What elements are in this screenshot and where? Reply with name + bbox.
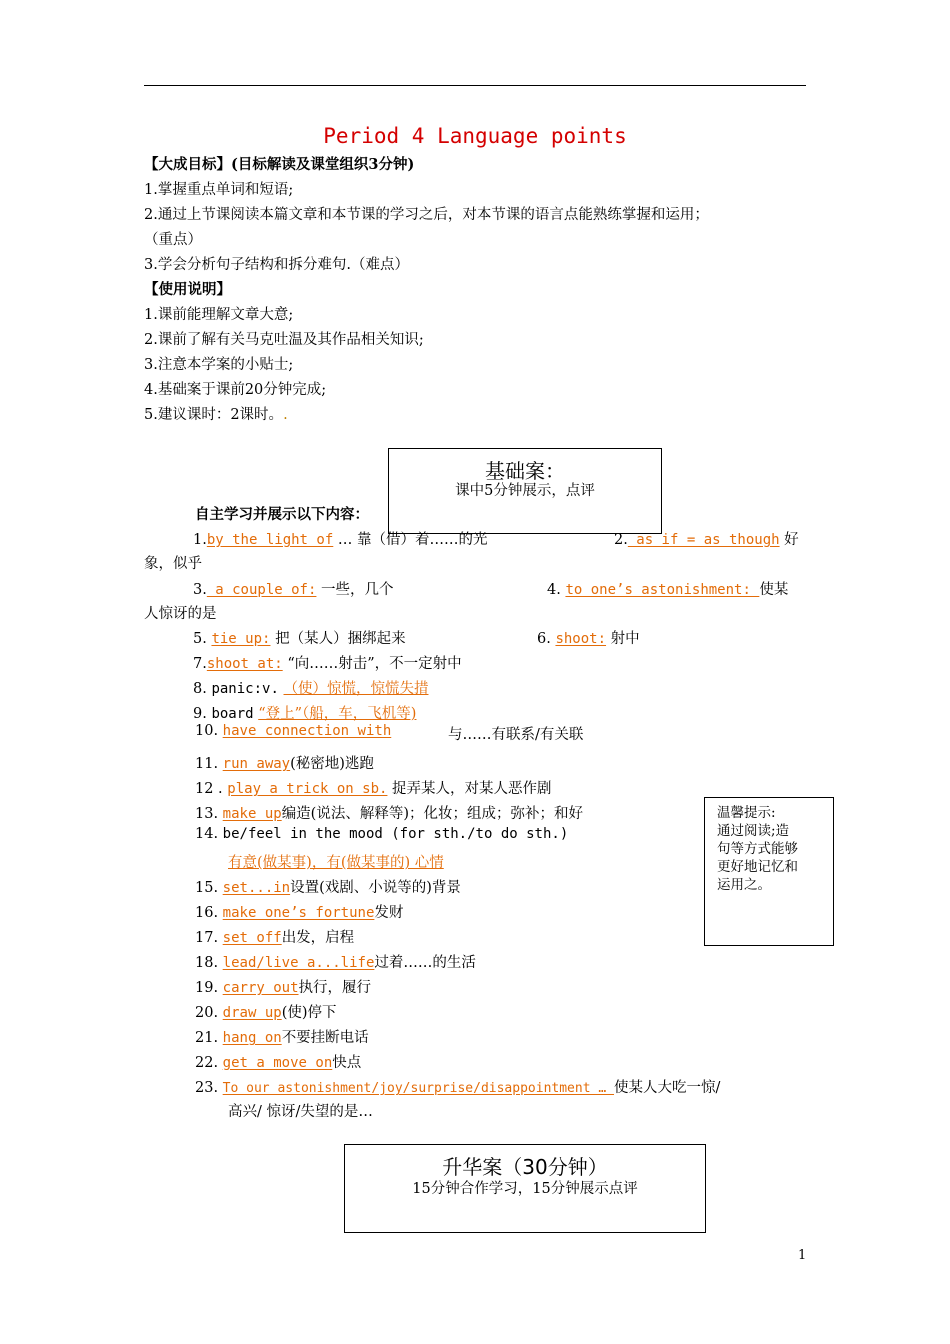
vocab-item-20: 20. draw up(使)停下 [195, 1005, 337, 1021]
goals-heading: 【大成目标】(目标解读及课堂组织3分钟) [144, 156, 415, 173]
vocab-item-11: 11. run away(秘密地)逃跑 [195, 756, 374, 772]
usage-item: 5.建议课时：2课时。. [144, 407, 288, 423]
tip-box [704, 797, 834, 946]
advanced-section-title: 升华案（30分钟） [442, 1155, 608, 1179]
vocab-item-19: 19. carry out执行，履行 [195, 980, 372, 996]
vocab-item-15: 15. set...in设置(戏剧、小说等的)背景 [195, 880, 461, 896]
vocab-item-21: 21. hang on不要挂断电话 [195, 1030, 369, 1046]
tip-line: 更好地记忆和 [717, 859, 798, 875]
tip-line: 温馨提示: [717, 805, 776, 821]
usage-item: 4.基础案于课前20分钟完成; [144, 382, 327, 398]
header-rule [144, 85, 806, 86]
vocab-item-1: 1.by the light of … 靠（借）着……的光 [193, 532, 488, 548]
vocab-item-4-cont: 人惊讶的是 [144, 606, 217, 622]
usage-item: 2.课前了解有关马克吐温及其作品相关知识; [144, 332, 424, 348]
self-study-heading: 自主学习并展示以下内容： [195, 506, 369, 523]
vocab-item-6: 6. shoot: 射中 [537, 631, 640, 647]
vocab-item-22: 22. get a move on快点 [195, 1055, 362, 1071]
tip-line: 句等方式能够 [717, 841, 798, 857]
vocab-item-7: 7.shoot at: “向……射击”，不一定射中 [193, 656, 462, 672]
vocab-item-14: 14. be/feel in the mood (for sth./to do sth.) [195, 826, 569, 842]
vocab-item-14-answer: 有意(做某事)，有(做某事的) 心情 [228, 855, 444, 871]
vocab-item-13: 13. make up编造(说法、解释等)；化妆；组成；弥补；和好 [195, 806, 583, 822]
vocab-item-9: 9. board “登上”（船，车，飞机等) [193, 706, 417, 722]
usage-item: 1.课前能理解文章大意; [144, 307, 294, 323]
vocab-item-4: 4. to one’s astonishment: 使某 [547, 582, 789, 598]
vocab-item-2: 2. as if = as though 好 [614, 532, 799, 548]
vocab-item-18: 18. lead/live a...life过着……的生活 [195, 955, 476, 971]
tip-line: 通过阅读;造 [717, 823, 790, 839]
basic-section-title: 基础案： [485, 459, 565, 483]
vocab-item-8: 8. panic:v. （使）惊慌，惊慌失措 [193, 681, 429, 697]
vocab-item-17: 17. set off出发，启程 [195, 930, 355, 946]
goal-item: （重点） [144, 232, 202, 248]
goal-item: 1.掌握重点单词和短语; [144, 182, 294, 198]
vocab-item-10-meaning: 与……有联系/有关联 [448, 727, 584, 743]
goal-item: 3.学会分析句子结构和拆分难句.（难点） [144, 257, 409, 273]
page-number: 1 [798, 1248, 807, 1263]
vocab-item-16: 16. make one’s fortune发财 [195, 905, 404, 921]
vocab-item-23: 23. To our astonishment/joy/surprise/disappointment … 使某人大吃一惊/ [195, 1080, 721, 1096]
page-title: Period 4 Language points [323, 124, 627, 148]
vocab-item-10: 10. have connection with [195, 723, 392, 739]
advanced-section-subtitle: 15分钟合作学习，15分钟展示点评 [412, 1181, 638, 1197]
basic-section-box [388, 448, 662, 534]
usage-heading: 【使用说明】 [144, 281, 231, 298]
vocab-item-5: 5. tie up: 把（某人）捆绑起来 [193, 631, 406, 647]
advanced-section-box [344, 1144, 706, 1233]
vocab-item-2-cont: 象，似乎 [144, 556, 202, 572]
usage-item: 3.注意本学案的小贴士; [144, 357, 294, 373]
vocab-item-12: 12 . play a trick on sb. 捉弄某人，对某人恶作剧 [195, 781, 552, 797]
tip-line: 运用之。 [717, 877, 771, 893]
vocab-item-3: 3. a couple of: 一些，几个 [193, 582, 394, 598]
basic-section-subtitle: 课中5分钟展示，点评 [455, 483, 595, 499]
goal-item: 2.通过上节课阅读本篇文章和本节课的学习之后，对本节课的语言点能熟练掌握和运用； [144, 207, 709, 223]
vocab-item-23-cont: 高兴/ 惊讶/失望的是… [228, 1104, 373, 1120]
